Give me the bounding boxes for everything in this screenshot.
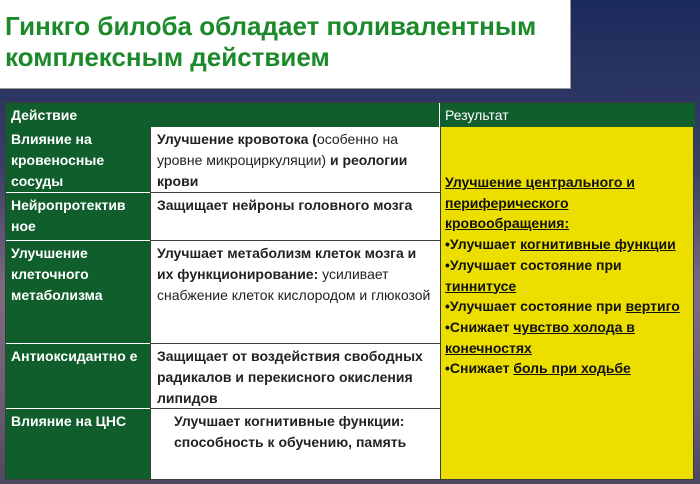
result-item	[445, 358, 687, 379]
result-item-underlined: боль при ходьбе	[513, 360, 631, 377]
action-cell-metabolism: Улучшение клеточного метаболизма	[6, 241, 150, 344]
result-item-text: Улучшает состояние при	[449, 256, 622, 273]
desc-text: Улучшает метаболизм клеток мозга и их функционирование:	[157, 245, 417, 282]
result-item	[445, 234, 687, 255]
action-cell-vessels: Влияние на кровеносные сосуды	[6, 127, 150, 193]
bullet: •	[445, 256, 450, 273]
desc-text: Защищает от воздействия свободных радикалов и перекисного окисления липидов	[157, 348, 423, 406]
result-item	[445, 255, 687, 296]
bullet: •	[445, 236, 450, 253]
title-box	[0, 0, 571, 89]
desc-text: Защищает нейроны головного мозга	[157, 197, 413, 213]
desc-text: и реологии крови	[157, 152, 408, 189]
page-title: Гинкго билоба обладает поливалентным комплексным действием	[5, 11, 537, 72]
result-item-text: Снижает	[449, 360, 514, 377]
result-item-underlined: когнитивные функции	[520, 236, 676, 253]
action-cell-antioxidant: Антиоксидантно е	[6, 344, 150, 409]
desc-cell-antioxidant	[150, 344, 440, 409]
desc-cell-neuro	[150, 193, 440, 241]
result-item-underlined: тиннитусе	[445, 277, 517, 294]
desc-cell-vessels	[150, 127, 440, 193]
desc-text: усиливает снабжение клеток кислородом и глюкозой	[157, 266, 431, 303]
desc-cell-cns: Улучшает когнитивные функции: способность к обучению, память	[150, 409, 440, 479]
header-result: Результат	[440, 103, 695, 127]
result-item-underlined: вертиго	[625, 298, 680, 315]
result-item	[445, 296, 687, 317]
desc-text: особенно на уровне микроциркуляции)	[157, 131, 398, 168]
result-item	[445, 317, 687, 358]
result-item-underlined: чувство холода в конечностях	[445, 318, 635, 356]
header-action: Действие	[6, 103, 440, 127]
bullet: •	[445, 360, 450, 377]
bullet: •	[445, 318, 450, 335]
action-cell-cns: Влияние на ЦНС	[11, 413, 127, 429]
result-column	[440, 127, 693, 479]
desc-cell-metabolism	[150, 241, 440, 344]
result-heading: Улучшение центрального и периферического кровообращения:	[445, 174, 635, 232]
result-item-text: Снижает	[449, 318, 514, 335]
result-item-text: Улучшает	[449, 236, 521, 253]
action-cell-neuro: Нейропротектив ное	[6, 193, 150, 241]
effects-table	[5, 102, 694, 480]
result-item-text: Улучшает состояние при	[449, 298, 626, 315]
desc-text: Улучшение кровотока (	[157, 131, 317, 147]
bullet: •	[445, 298, 450, 315]
